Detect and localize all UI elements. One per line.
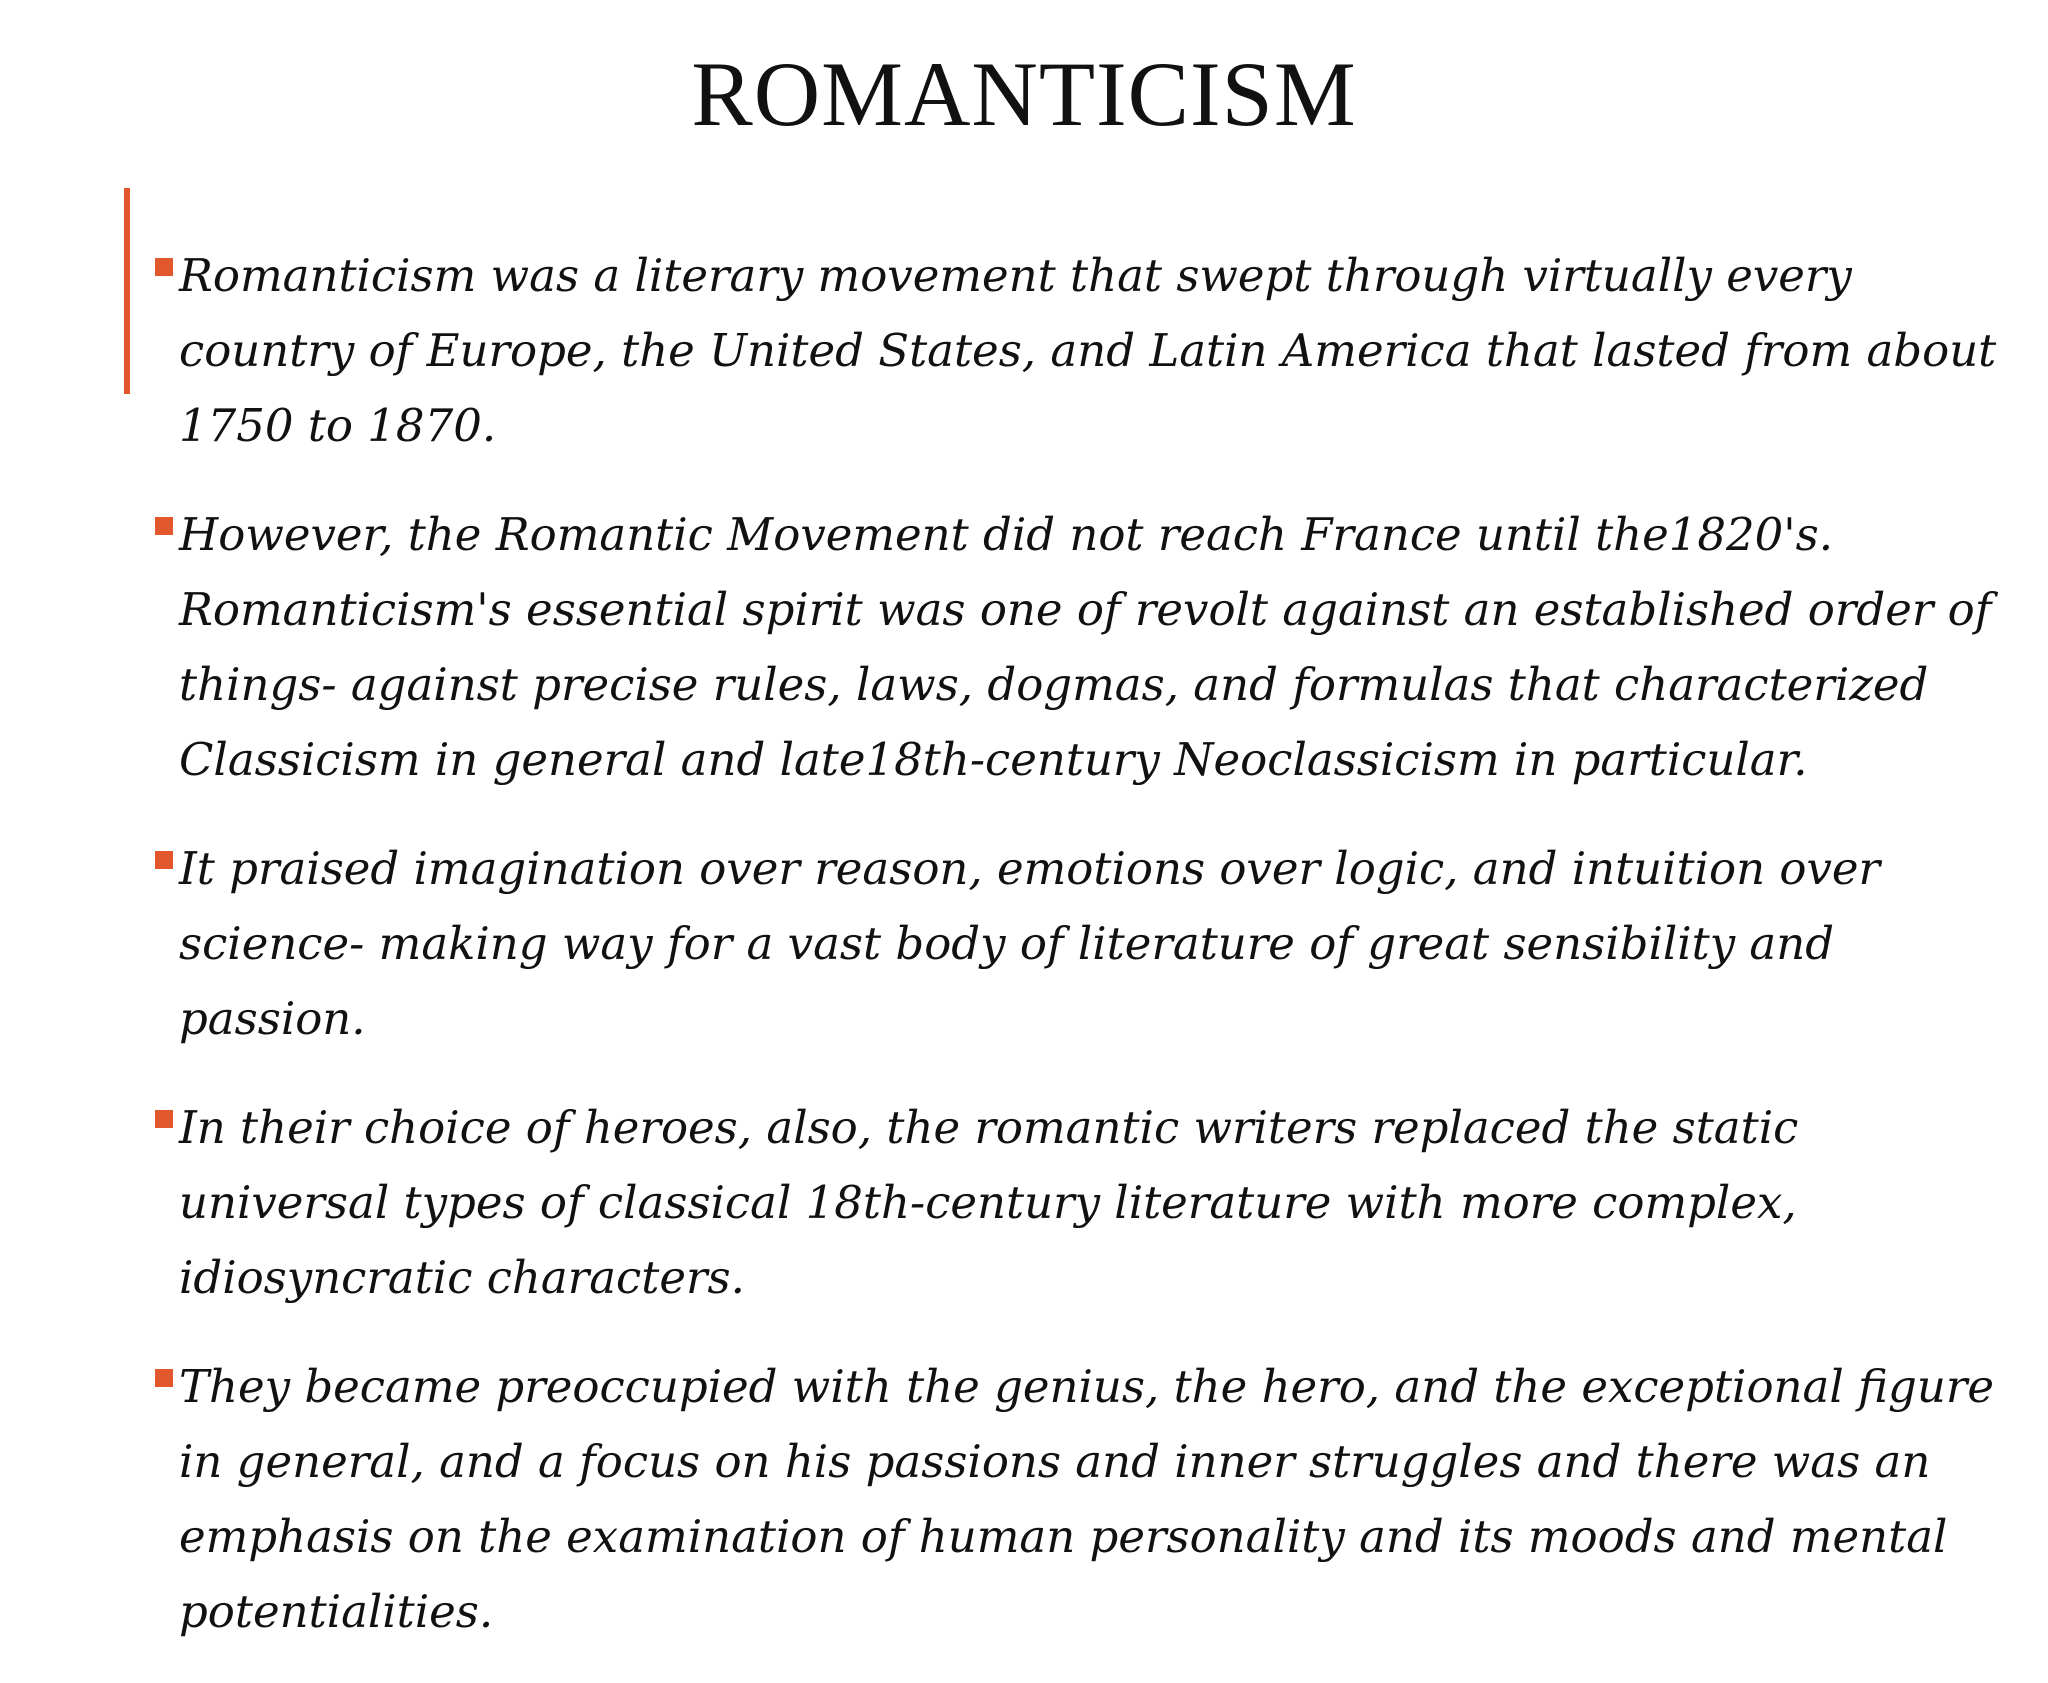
bullet-item-5 (155, 1349, 2010, 1649)
bullet-text: In their choice of heroes, also, the romantic writers replaced the static universal types of classical 18th-century literature with more complex, idiosyncratic characters. (179, 1101, 1799, 1304)
bullet-text: They became preoccupied with the genius, the hero, and the exceptional figure in general, and a focus on his passions and inner struggles and there was an emphasis on the examination of human personality and its moods and mental potentialities. (179, 1360, 1994, 1638)
bullet-text: However, the Romantic Movement did not reach France until the1820's. Romanticism's essential spirit was one of revolt against an established order of things- against precise rules, laws, dogmas, and formulas that characterized Classicism in general and late18th-century Neoclassicism in particular. (179, 508, 1992, 786)
bullet-text: Romanticism was a literary movement that swept through virtually every country of Europe, the United States, and Latin America that lasted from about 1750 to 1870. (179, 249, 1997, 452)
bullet-list (155, 238, 2010, 1683)
bullet-text: It praised imagination over reason, emotions over logic, and intuition over science- making way for a vast body of literature of great sensibility and passion. (179, 842, 1881, 1045)
bullet-item-3 (155, 831, 2010, 1056)
bullet-item-1 (155, 238, 2010, 463)
square-bullet-icon (155, 517, 173, 535)
accent-bar (124, 188, 130, 394)
square-bullet-icon (155, 1110, 173, 1128)
square-bullet-icon (155, 1369, 173, 1387)
bullet-item-2 (155, 497, 2010, 797)
slide-title: ROMANTICISM (691, 43, 1357, 145)
bullet-item-4 (155, 1090, 2010, 1315)
square-bullet-icon (155, 258, 173, 276)
square-bullet-icon (155, 851, 173, 869)
